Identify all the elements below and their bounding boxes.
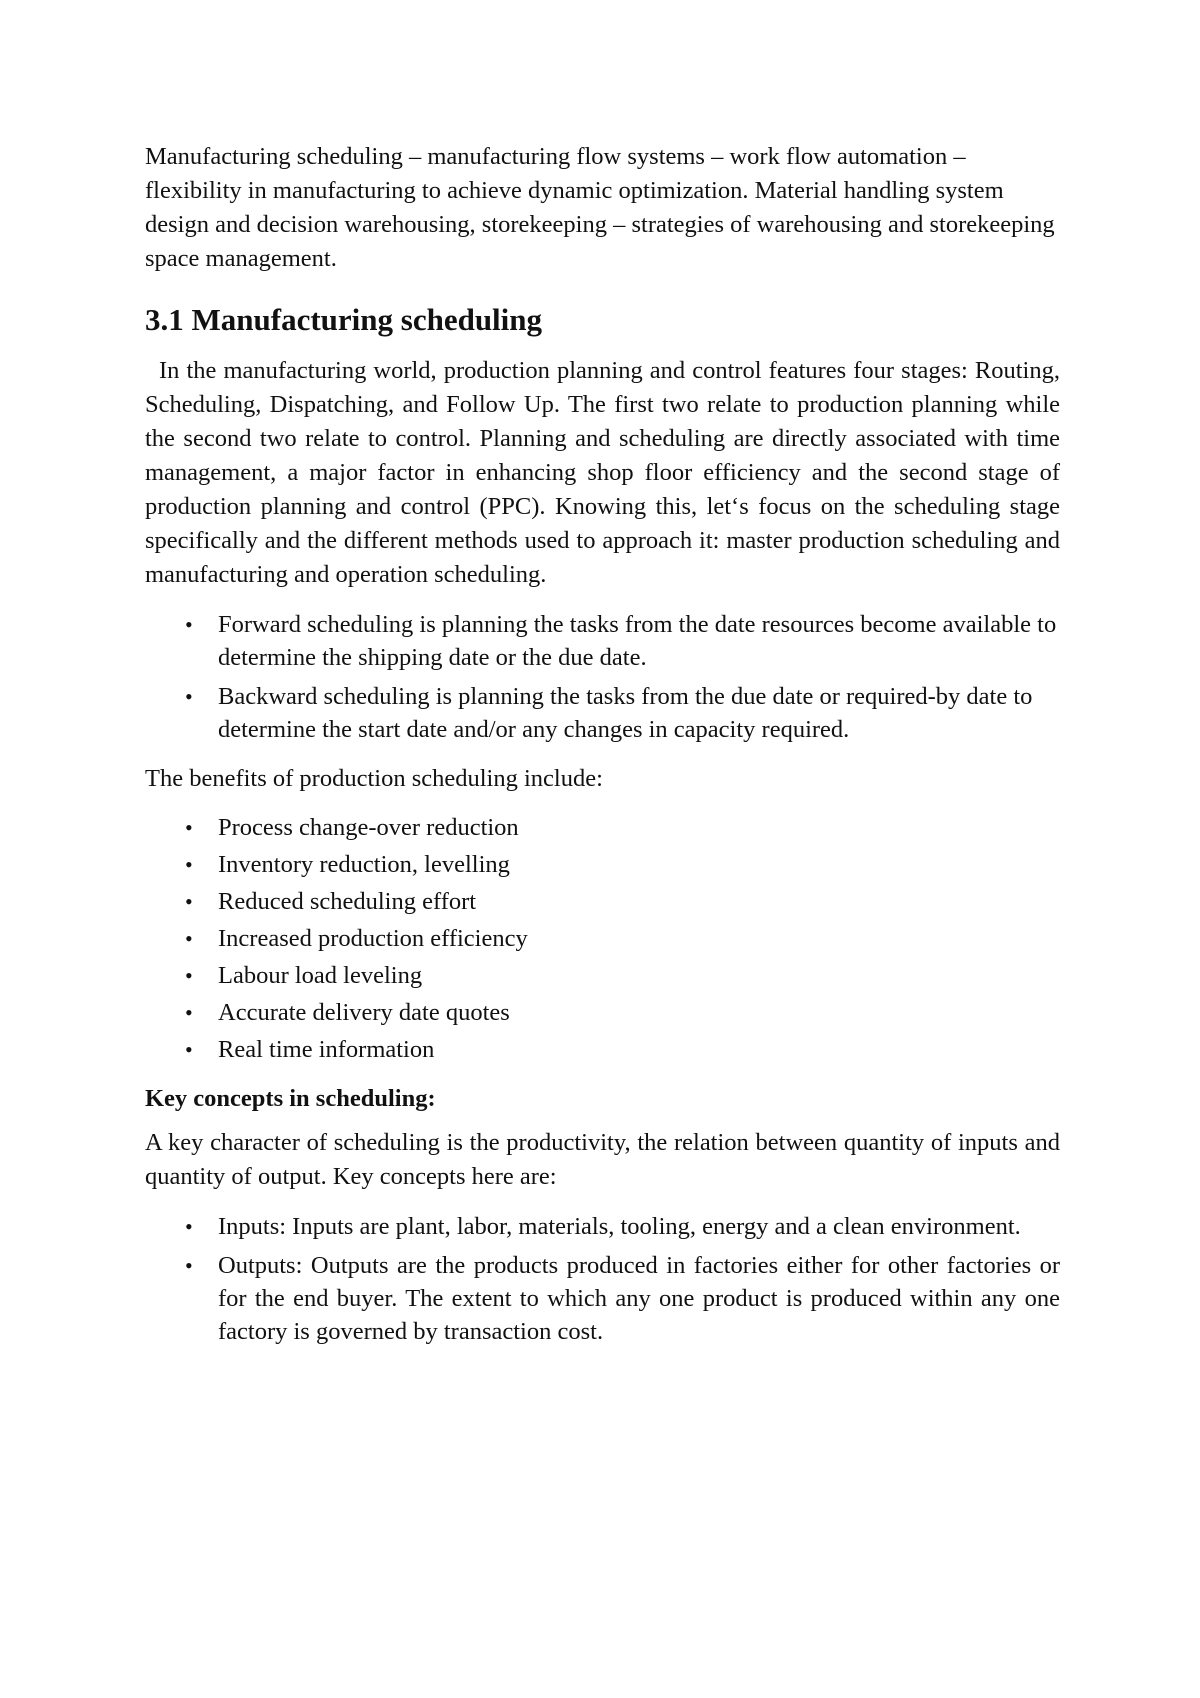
list-item [145, 812, 1060, 844]
bullet-icon: • [185, 889, 193, 914]
key-concepts-heading: Key concepts in scheduling: [145, 1085, 436, 1112]
list-item-text: Reduced scheduling effort [218, 888, 477, 915]
list-item-text: Inputs: Inputs are plant, labor, materials, tooling, energy and a clean environment. [218, 1213, 1021, 1240]
benefits-list [145, 812, 1060, 1066]
scheduling-methods-list [145, 608, 1060, 746]
benefits-intro: The benefits of production scheduling include: [145, 765, 603, 792]
list-item [145, 960, 1060, 992]
bullet-icon: • [185, 1253, 193, 1278]
bullet-icon: • [185, 852, 193, 877]
list-item [145, 1210, 1060, 1243]
list-item-text: Real time information [218, 1036, 435, 1063]
list-item-text: Backward scheduling is planning the tasks from the due date or required-by date to determine the start date and/or any changes in capacity required. [218, 683, 1033, 743]
key-concepts-paragraph: A key character of scheduling is the productivity, the relation between quantity of inputs and quantity of output. Key concepts here are: [145, 1129, 1060, 1190]
list-item [145, 608, 1060, 674]
bullet-icon: • [185, 1000, 193, 1025]
intro-paragraph: Manufacturing scheduling – manufacturing flow systems – work flow automation – flexibility in manufacturing to achieve dynamic optimization. Material handling system design and decision warehousing, storekeeping – strategies of warehousing and storekeeping space management. [145, 143, 1055, 272]
list-item [145, 1249, 1060, 1348]
key-concepts-list [145, 1210, 1060, 1348]
list-item [145, 923, 1060, 955]
list-item [145, 1034, 1060, 1066]
list-item [145, 886, 1060, 918]
bullet-icon: • [185, 1037, 193, 1062]
list-item [145, 680, 1060, 746]
list-item-text: Labour load leveling [218, 962, 423, 989]
list-item-text: Process change-over reduction [218, 814, 519, 841]
list-item-text: Inventory reduction, levelling [218, 851, 510, 878]
list-item-text: Increased production efficiency [218, 925, 528, 952]
list-item-text: Accurate delivery date quotes [218, 999, 510, 1026]
document-page [145, 140, 1060, 1364]
list-item-text: Forward scheduling is planning the tasks from the date resources become available to determine the shipping date or the due date. [218, 611, 1057, 671]
bullet-icon: • [185, 963, 193, 988]
bullet-icon: • [185, 684, 193, 709]
list-item [145, 997, 1060, 1029]
bullet-icon: • [185, 1214, 193, 1239]
list-item [145, 849, 1060, 881]
list-item-text: Outputs: Outputs are the products produced in factories either for other factories or for the end buyer. The extent to which any one product is produced within any one factory is governed by transaction cost. [218, 1252, 1060, 1345]
bullet-icon: • [185, 815, 193, 840]
section-heading: 3.1 Manufacturing scheduling [145, 302, 543, 337]
section-paragraph: In the manufacturing world, production planning and control features four stages: Routing, Scheduling, Dispatching, and Follow Up. The first two relate to production planning while the second two relate to control. Planning and scheduling are directly associated with time management, a major factor in enhancing shop floor efficiency and the second stage of production planning and control (PPC). Knowing this, let‘s focus on the scheduling stage specifically and the different methods used to approach it: master production scheduling and manufacturing and operation scheduling. [145, 357, 1060, 588]
bullet-icon: • [185, 612, 193, 637]
bullet-icon: • [185, 926, 193, 951]
